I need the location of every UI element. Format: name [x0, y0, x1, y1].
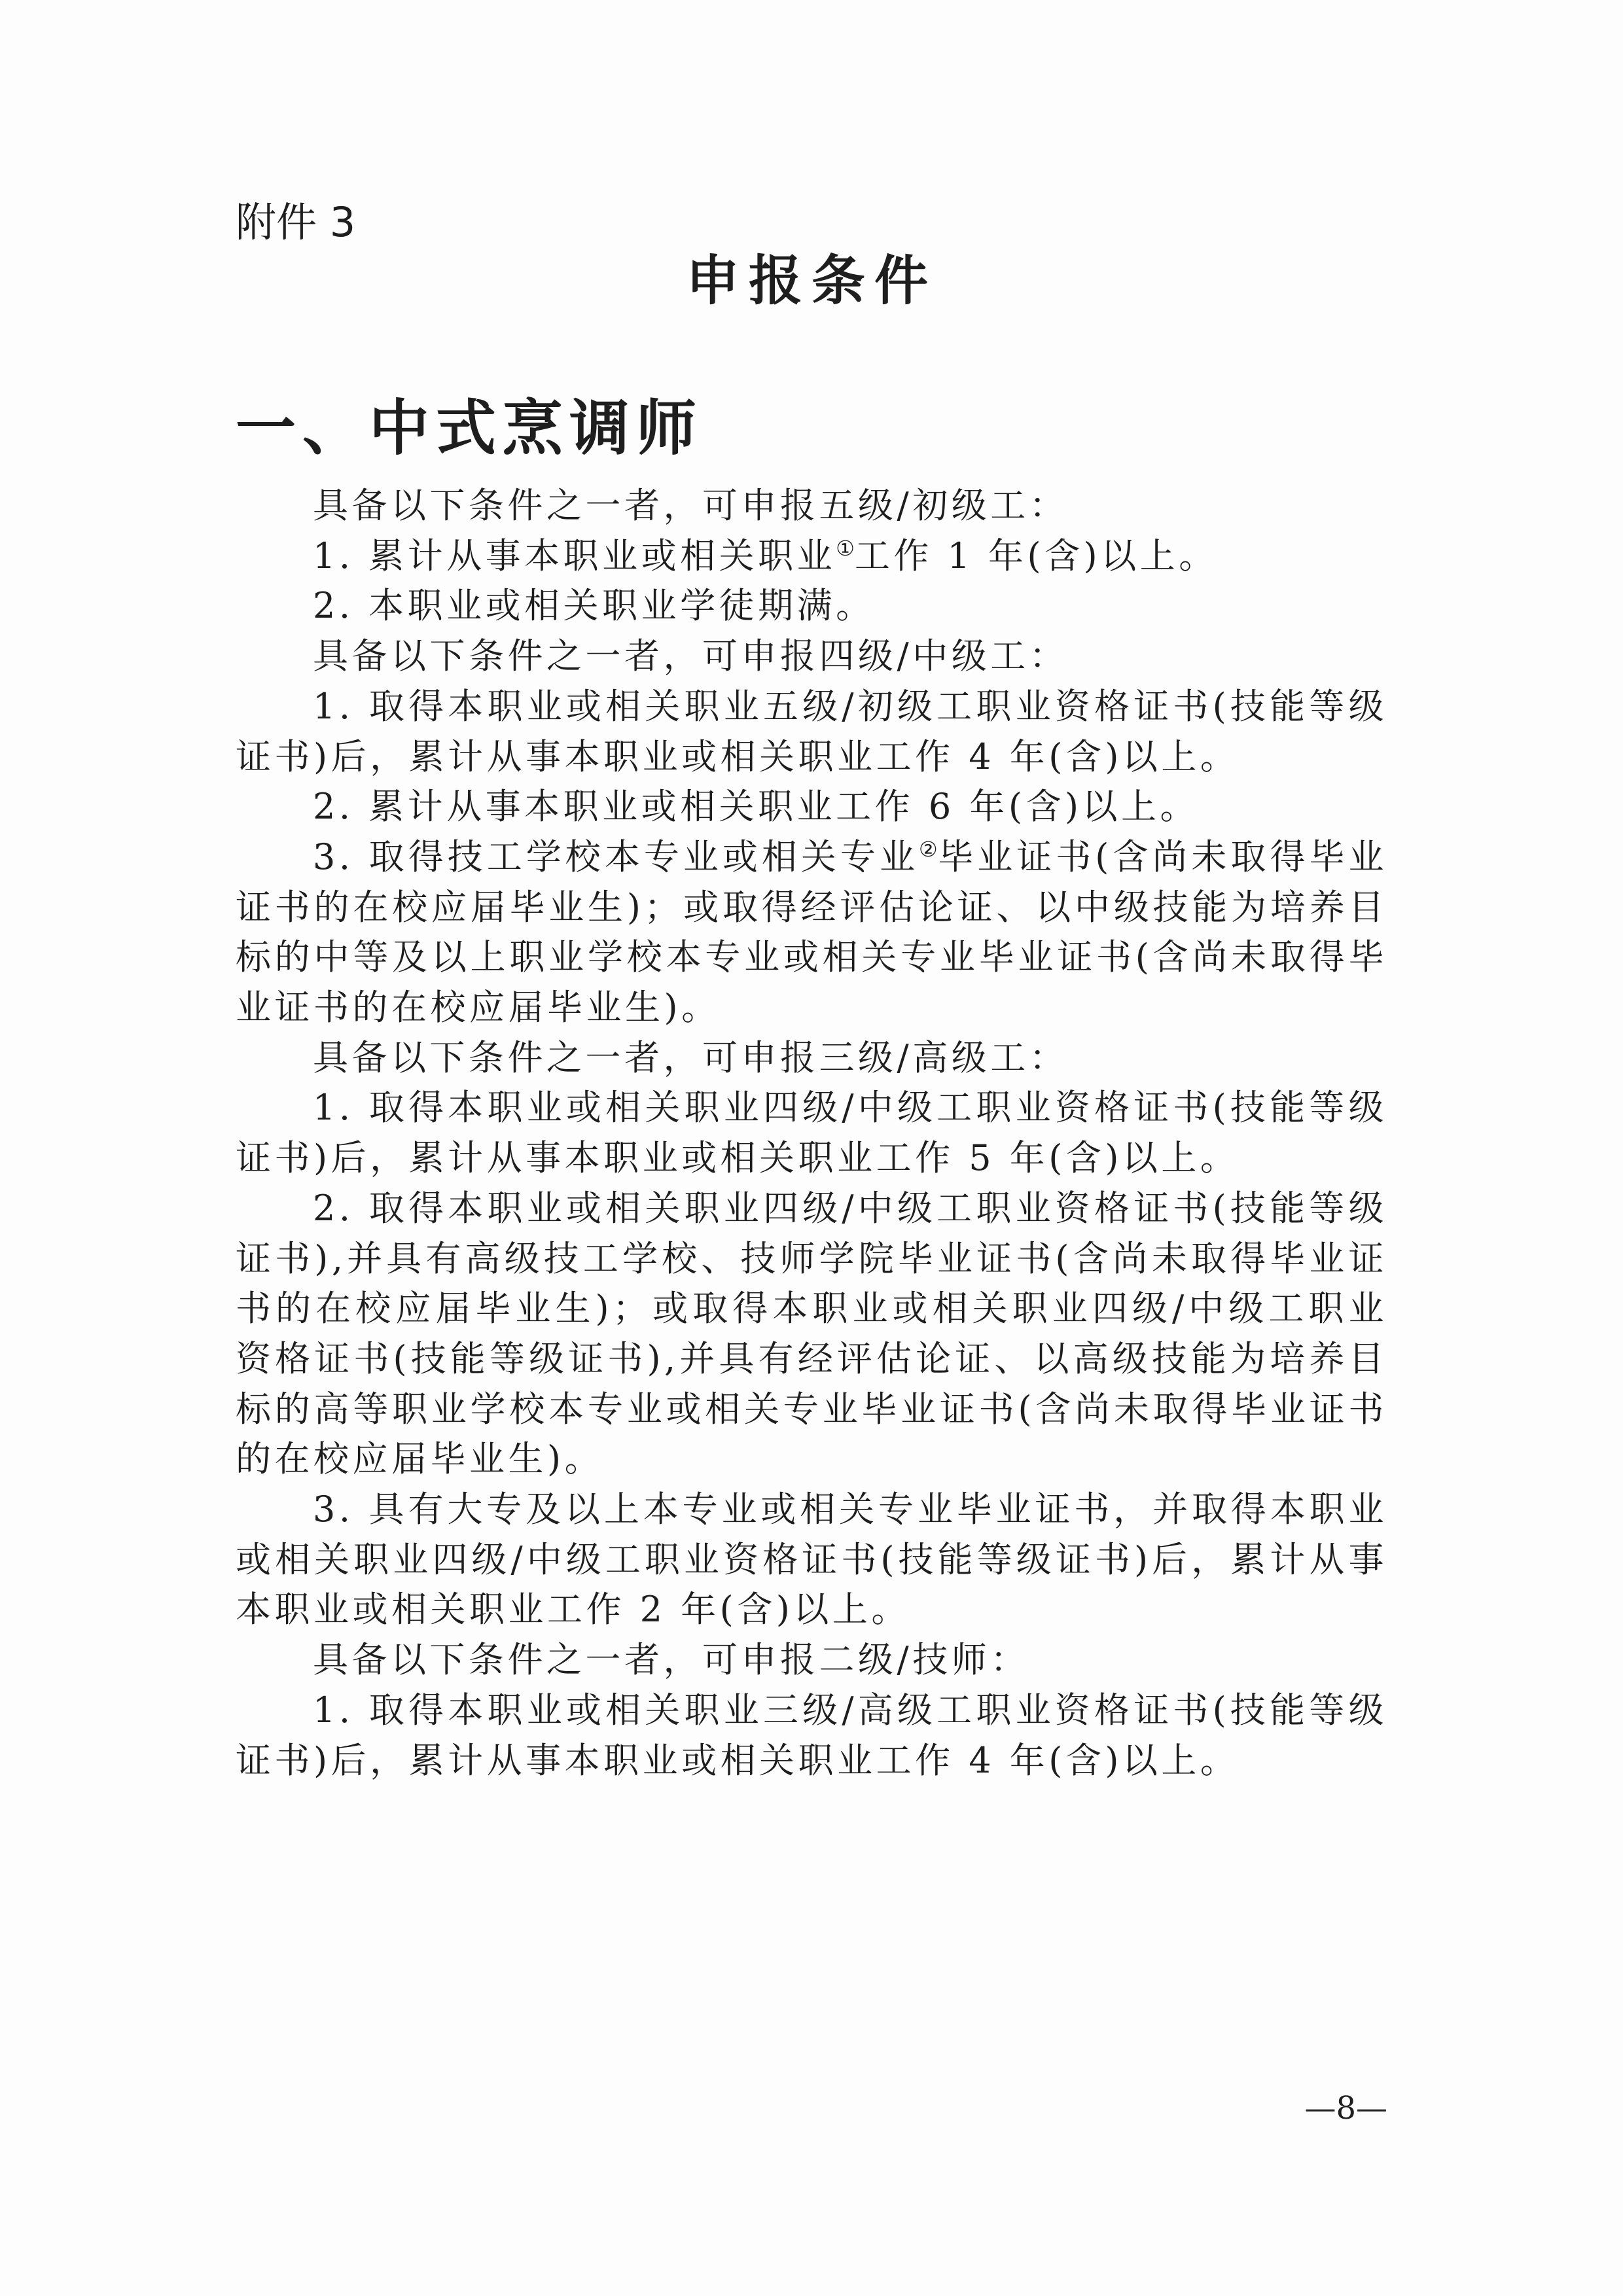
- footnote-marker: ①: [836, 535, 855, 561]
- paragraph-level4-item-2: 2. 累计从事本职业或相关职业工作 6 年(含)以上。: [313, 786, 1200, 828]
- paragraph-level3-item-1: 1. 取得本职业或相关职业四级/中级工职业资格证书(技能等级证书)后，累计从事本职业或相关职业工作 5 年(含)以上。: [236, 1087, 1387, 1179]
- footnote-marker: ②: [919, 836, 938, 862]
- paragraph-level4-item-3: 3. 取得技工学校本专业或相关专业②毕业证书(含尚未取得毕业证书的在校应届毕业生)；或取得经评估论证、以中级技能为培养目标的中等及以上职业学校本专业或相关专业毕业证书(含尚未取得毕业证书的在校应届毕业生)。: [236, 836, 1388, 1029]
- document-body: [236, 481, 1387, 1786]
- document-title: 申报条件: [685, 250, 937, 312]
- paragraph-level2-intro: 具备以下条件之一者，可申报二级/技师：: [313, 1639, 1029, 1681]
- paragraph-level3-intro: 具备以下条件之一者，可申报三级/高级工：: [313, 1036, 1069, 1078]
- attachment-label: 附件 3: [236, 198, 356, 246]
- paragraph-level2-item-1: 1. 取得本职业或相关职业三级/高级工职业资格证书(技能等级证书)后，累计从事本职业或相关职业工作 4 年(含)以上。: [236, 1689, 1387, 1781]
- page-number: —8—: [1304, 2090, 1387, 2127]
- section-title: 一、中式烹调师: [236, 393, 704, 463]
- paragraph-level4-intro: 具备以下条件之一者，可申报四级/中级工：: [313, 635, 1069, 677]
- paragraph-level5-item-1: 1. 累计从事本职业或相关职业①工作 1 年(含)以上。: [313, 535, 1218, 576]
- paragraph-level3-item-2: 2. 取得本职业或相关职业四级/中级工职业资格证书(技能等级证书),并具有高级技工学校、技师学院毕业证书(含尚未取得毕业证书的在校应届毕业生)；或取得本职业或相关职业四级/中级工职业资格证书(技能等级证书),并具有经评估论证、以高级技能为培养目标的高等职业学校本专业或相关专业毕业证书(含尚未取得毕业证书的在校应届毕业生)。: [236, 1187, 1387, 1480]
- paragraph-level5-intro: 具备以下条件之一者，可申报五级/初级工：: [313, 485, 1069, 526]
- paragraph-level3-item-3: 3. 具有大专及以上本专业或相关专业毕业证书，并取得本职业或相关职业四级/中级工职业资格证书(技能等级证书)后，累计从事本职业或相关职业工作 2 年(含)以上。: [236, 1489, 1387, 1631]
- paragraph-level5-item-2: 2. 本职业或相关职业学徒期满。: [313, 585, 875, 627]
- paragraph-level4-item-1: 1. 取得本职业或相关职业五级/初级工职业资格证书(技能等级证书)后，累计从事本职业或相关职业工作 4 年(含)以上。: [236, 685, 1387, 777]
